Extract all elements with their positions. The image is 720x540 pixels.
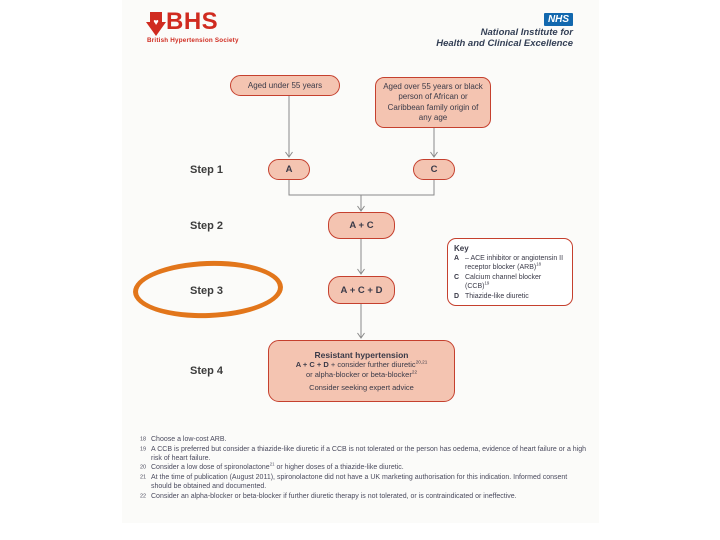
footnote-18: 18 Choose a low-cost ARB. — [140, 436, 227, 443]
nice-org-line2: Health and Clinical Excellence — [436, 38, 573, 49]
footnote-21: 21 At the time of publication (August 2011), spironolactone did not have a UK marketing authorisation for this indication. Informed consent should be obtained and documented. — [140, 474, 568, 490]
nice-logo-block — [363, 9, 573, 49]
box-aged-under-55: Aged under 55 years — [230, 75, 340, 96]
step-4-label: Step 4 — [190, 365, 224, 377]
box-treatment-a-c: A + C — [328, 212, 395, 239]
resistant-line4: Consider seeking expert advice — [309, 382, 414, 392]
key-item-c: C Calcium channel blocker (CCB)$^{19}$ — [454, 274, 542, 290]
key-title: Key — [454, 244, 469, 253]
step-3-label: Step 3 — [190, 285, 224, 297]
box-treatment-a: A — [268, 159, 310, 180]
resistant-line2: A + C + D + consider further diuretic$^{20,21}$ — [295, 359, 428, 369]
key-item-a: A – ACE inhibitor or angiotensin II receptor blocker (ARB)$^{18}$ — [454, 255, 564, 271]
box-aged-over-55: Aged over 55 years or black person of African or Caribbean family origin of any age — [375, 77, 491, 128]
nice-org-line1: National Institute for — [480, 27, 573, 38]
box-treatment-a-c-d: A + C + D — [328, 276, 395, 304]
bhs-title: BHS — [166, 8, 219, 35]
bhs-subtitle: British Hypertension Society — [147, 37, 239, 44]
resistant-line3: or alpha-blocker or beta-blocker$^{22}$ — [305, 369, 418, 379]
footnote-list — [140, 436, 588, 503]
resistant-hypertension-box — [268, 340, 455, 402]
svg-text:♥: ♥ — [153, 17, 159, 27]
step-2-label: Step 2 — [190, 220, 224, 232]
bhs-logo — [146, 10, 276, 46]
footnote-19: 19 A CCB is preferred but consider a thiazide-like diuretic if a CCB is not tolerated or the person has oedema, evidence of heart failure or a high risk of heart failure. — [140, 445, 587, 462]
nhs-logo: NHS — [544, 13, 573, 26]
key-item-d: D Thiazide-like diuretic — [454, 293, 529, 301]
resistant-title: Resistant hypertension — [314, 349, 409, 360]
key-box — [447, 238, 573, 306]
box-treatment-c: C — [413, 159, 455, 180]
step-1-label: Step 1 — [190, 164, 224, 176]
footnote-22: 22 Consider an alpha-blocker or beta-blocker if further diuretic therapy is not tolerated, or is contraindicated or ineffective. — [140, 492, 517, 500]
footnote-20: 20 Consider a low dose of spironolactone$^{21}$ or higher doses of a thiazide-like diuretic. — [140, 462, 404, 472]
bhs-heart-arrow-icon — [146, 12, 166, 36]
